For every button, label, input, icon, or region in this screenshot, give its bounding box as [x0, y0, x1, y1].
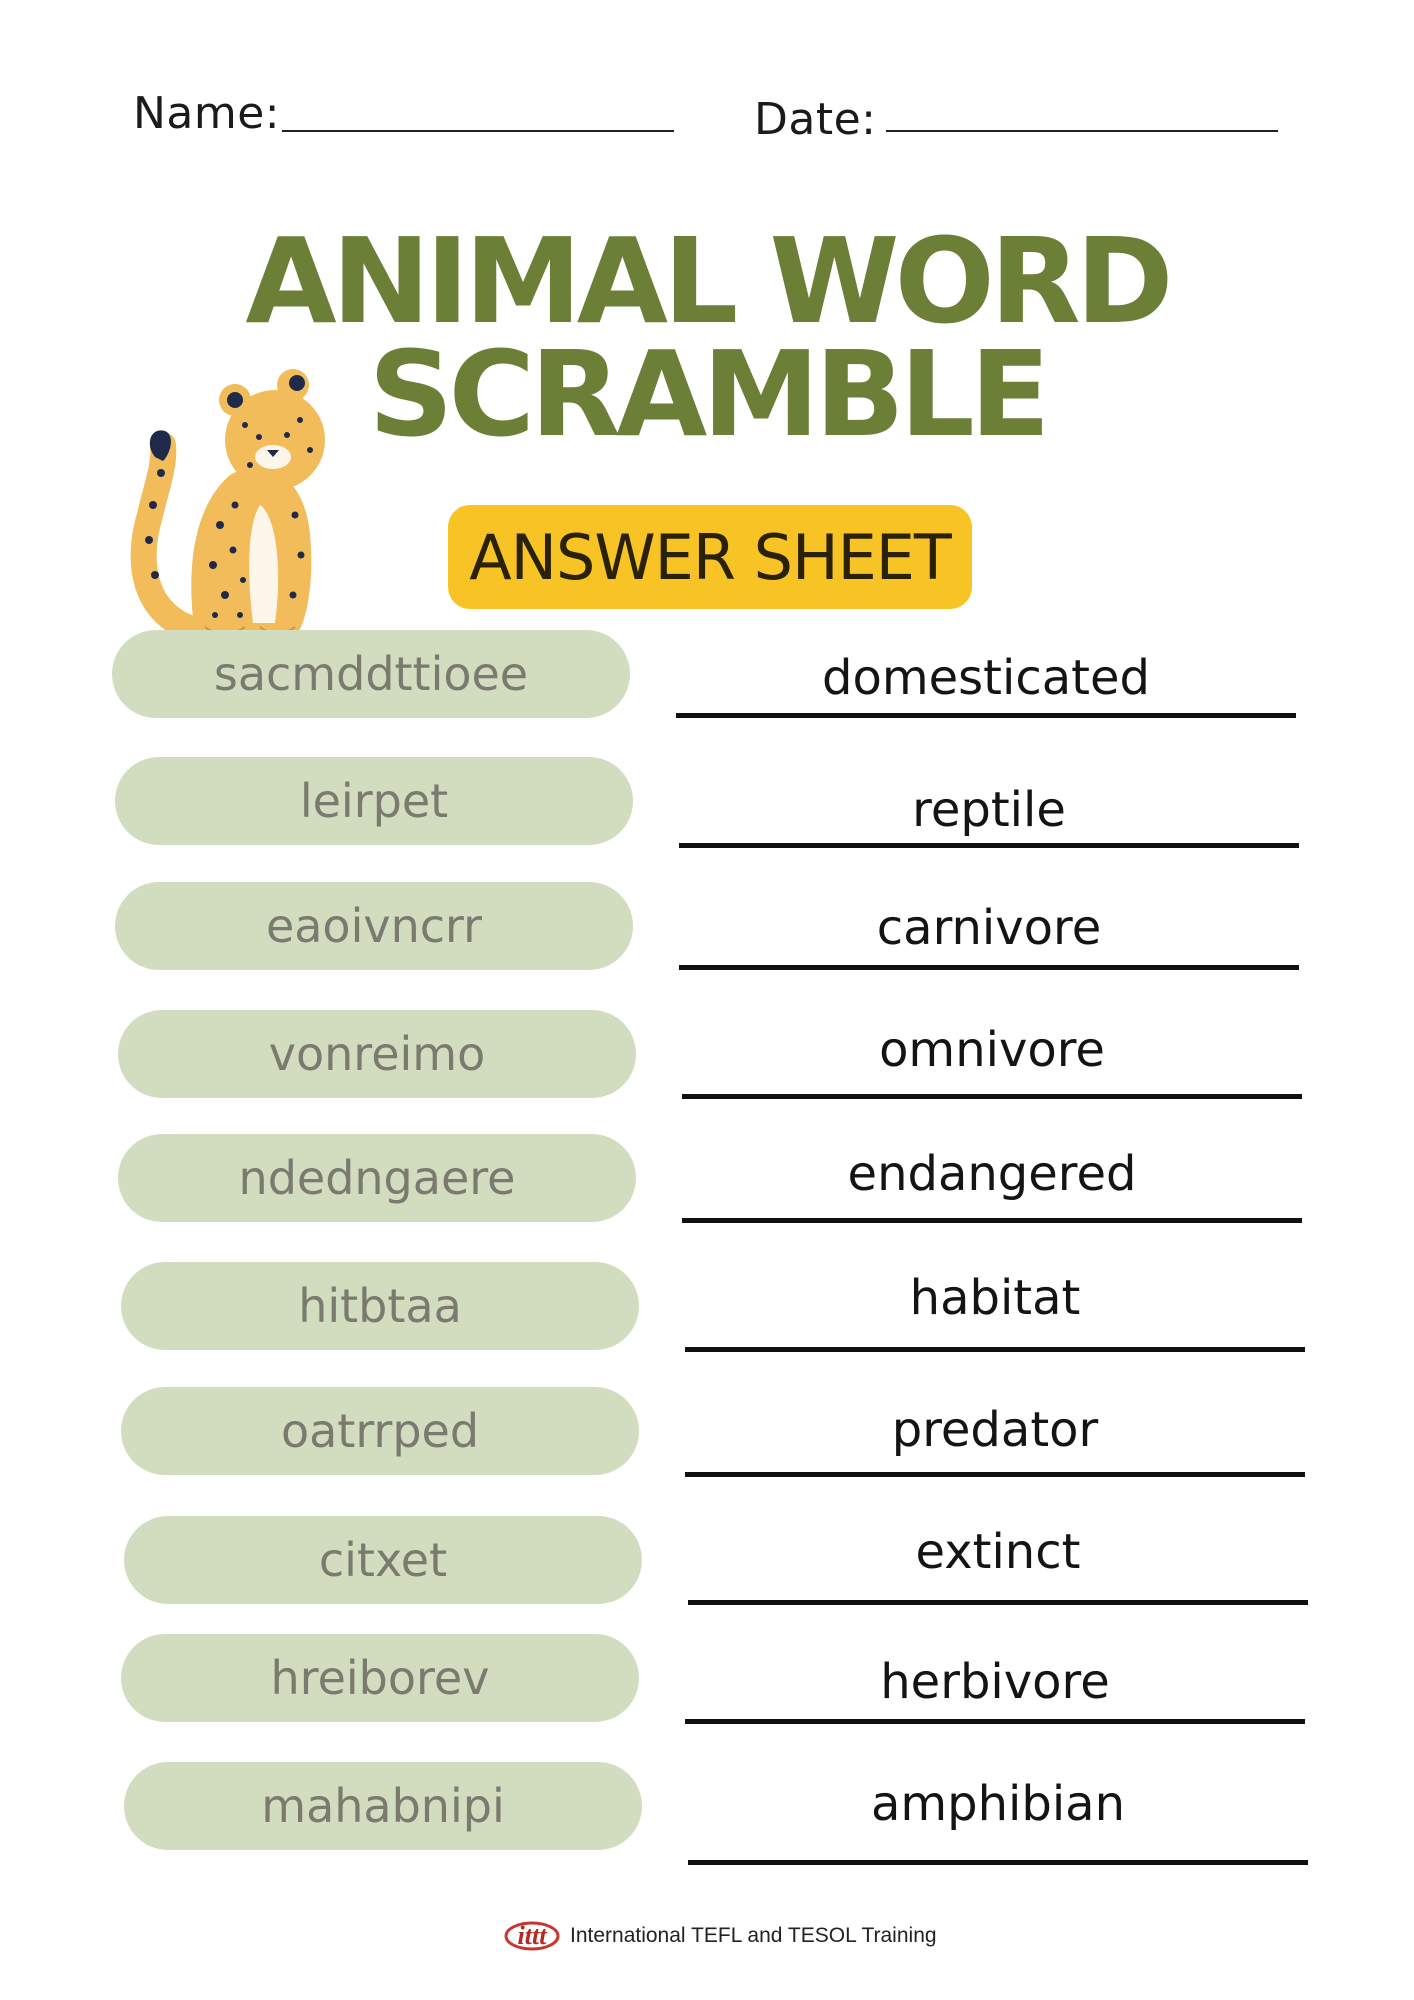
answer-line-5	[682, 1218, 1302, 1223]
answer-line-3	[679, 965, 1299, 970]
name-label: Name:	[133, 88, 281, 139]
scrambled-word-10: mahabnipi	[124, 1762, 642, 1850]
answer-text-2[interactable]: reptile	[912, 782, 1066, 838]
answer-text-9[interactable]: herbivore	[880, 1654, 1110, 1710]
answer-text-3[interactable]: carnivore	[876, 900, 1102, 956]
answer-text-6[interactable]: habitat	[909, 1270, 1081, 1326]
scrambled-word-3: eaoivncrr	[115, 882, 633, 970]
answer-line-4	[682, 1094, 1302, 1099]
answer-line-2	[679, 843, 1299, 848]
scrambled-word-7: oatrrped	[121, 1387, 639, 1475]
answer-text-8[interactable]: extinct	[915, 1524, 1081, 1580]
answer-line-6	[685, 1347, 1305, 1352]
scrambled-word-1: sacmddttioee	[112, 630, 630, 718]
scrambled-word-5: ndedngaere	[118, 1134, 636, 1222]
answer-text-5[interactable]: endangered	[847, 1146, 1137, 1202]
footer	[500, 1912, 937, 1960]
answer-text-7[interactable]: predator	[891, 1402, 1099, 1458]
scrambled-word-8: citxet	[124, 1516, 642, 1604]
answer-text-10[interactable]: amphibian	[870, 1776, 1126, 1832]
answer-line-8	[688, 1600, 1308, 1605]
date-line[interactable]	[886, 130, 1278, 132]
title-line-1: ANIMAL WORD	[245, 212, 1169, 350]
cheetah-illustration	[125, 365, 330, 647]
answer-sheet-badge: ANSWER SHEET	[448, 505, 972, 609]
name-line[interactable]	[282, 130, 674, 132]
date-label: Date:	[754, 94, 877, 145]
ittt-logo	[500, 1912, 564, 1960]
answer-line-7	[685, 1472, 1305, 1477]
scrambled-word-6: hitbtaa	[121, 1262, 639, 1350]
answer-text-4[interactable]: omnivore	[879, 1022, 1105, 1078]
title-line-2: SCRAMBLE	[368, 325, 1046, 463]
answer-text-1[interactable]: domesticated	[822, 650, 1150, 706]
scrambled-word-2: leirpet	[115, 757, 633, 845]
ittt-logo-text: ittt	[517, 1921, 547, 1950]
footer-text: International TEFL and TESOL Training	[570, 1924, 937, 1947]
answer-line-9	[685, 1719, 1305, 1724]
scrambled-word-4: vonreimo	[118, 1010, 636, 1098]
answer-line-1	[676, 713, 1296, 718]
answer-line-10	[688, 1860, 1308, 1865]
scrambled-word-9: hreiborev	[121, 1634, 639, 1722]
